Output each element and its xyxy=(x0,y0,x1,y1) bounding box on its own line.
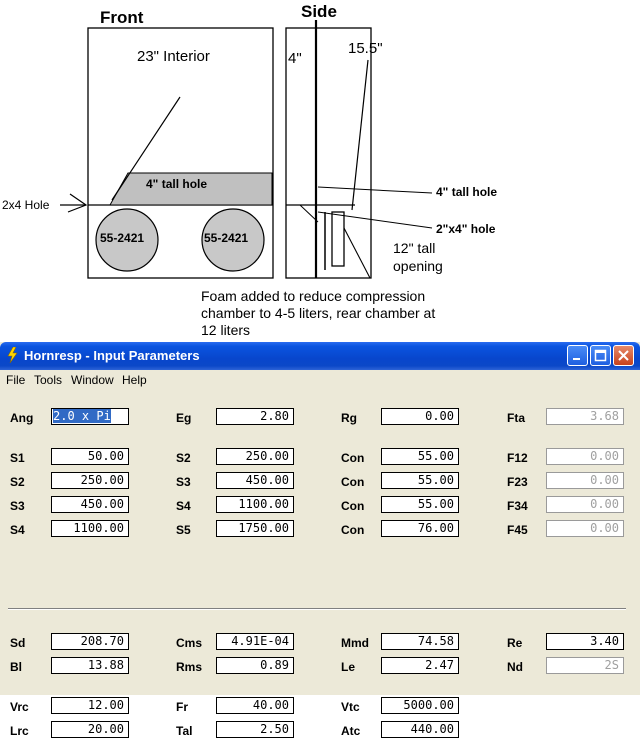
label-vrc: Vrc xyxy=(10,700,29,714)
side-tall-hole-label: 4" tall hole xyxy=(436,185,498,199)
menu-bar xyxy=(0,370,640,390)
label-bl: Bl xyxy=(10,660,22,674)
interior-label: 23" Interior xyxy=(137,48,210,65)
label-s2: S2 xyxy=(176,451,191,465)
field-mmd[interactable]: 74.58 xyxy=(381,633,459,650)
side-2x4-label: 2"x4" hole xyxy=(436,222,496,236)
field-cms[interactable]: 4.91E-04 xyxy=(216,633,294,650)
menu-window[interactable] xyxy=(71,373,114,387)
field-bl[interactable]: 13.88 xyxy=(51,657,129,674)
opening-label-line2: opening xyxy=(393,258,443,274)
title-bar[interactable] xyxy=(0,342,640,370)
side-dimension-label: 15.5" xyxy=(348,40,383,57)
label-s4: S4 xyxy=(176,499,191,513)
field-nd[interactable]: 2S xyxy=(546,657,624,674)
label-cms: Cms xyxy=(176,636,203,650)
menu-window-label: Window xyxy=(71,373,114,387)
field-con-2[interactable]: 55.00 xyxy=(381,472,459,489)
field-rms[interactable]: 0.89 xyxy=(216,657,294,674)
field-lrc[interactable]: 20.00 xyxy=(51,721,129,738)
menu-help-label: Help xyxy=(122,373,147,387)
field-fta[interactable]: 3.68 xyxy=(546,408,624,425)
label-fta: Fta xyxy=(507,411,525,425)
field-f12[interactable]: 0.00 xyxy=(546,448,624,465)
field-fr[interactable]: 40.00 xyxy=(216,697,294,714)
field-f23[interactable]: 0.00 xyxy=(546,472,624,489)
hole-2x4-label: 2x4 Hole xyxy=(2,198,50,212)
label-s1: S1 xyxy=(10,451,25,465)
label-s2-b: S2 xyxy=(10,475,25,489)
side-slope-line xyxy=(352,60,368,210)
close-button[interactable] xyxy=(613,345,634,366)
field-ang-value: 2.0 x Pi xyxy=(53,409,111,423)
field-ang[interactable] xyxy=(51,408,129,425)
menu-tools[interactable] xyxy=(34,373,62,387)
field-re[interactable]: 3.40 xyxy=(546,633,624,650)
field-s4-b[interactable]: 1100.00 xyxy=(51,520,129,537)
label-f23: F23 xyxy=(507,475,528,489)
menu-file[interactable] xyxy=(6,373,25,387)
label-s5: S5 xyxy=(176,523,191,537)
label-le: Le xyxy=(341,660,356,674)
label-atc: Atc xyxy=(341,724,361,738)
field-s3[interactable]: 450.00 xyxy=(216,472,294,489)
label-s3: S3 xyxy=(176,475,191,489)
side-hole-pointer xyxy=(318,187,432,193)
label-re: Re xyxy=(507,636,523,650)
field-s3-b[interactable]: 450.00 xyxy=(51,496,129,513)
section-divider xyxy=(8,608,626,610)
note-line1: Foam added to reduce compression xyxy=(201,288,426,304)
enclosure-sketch xyxy=(0,0,640,340)
label-con-4: Con xyxy=(341,523,365,537)
field-s2-b[interactable]: 250.00 xyxy=(51,472,129,489)
label-con-3: Con xyxy=(341,499,365,513)
label-fr: Fr xyxy=(176,700,188,714)
field-s2[interactable]: 250.00 xyxy=(216,448,294,465)
field-s4[interactable]: 1100.00 xyxy=(216,496,294,513)
label-rg: Rg xyxy=(341,411,357,425)
label-f12: F12 xyxy=(507,451,528,465)
app-icon xyxy=(5,347,19,363)
label-con-2: Con xyxy=(341,475,365,489)
four-inch-label: 4" xyxy=(288,50,302,67)
side-opening-rect xyxy=(332,212,344,266)
opening-label-line1: 12" tall xyxy=(393,240,436,256)
field-f34[interactable]: 0.00 xyxy=(546,496,624,513)
label-tal: Tal xyxy=(176,724,193,738)
tall-hole-label: 4" tall hole xyxy=(146,177,208,191)
front-label: Front xyxy=(100,8,144,27)
label-sd: Sd xyxy=(10,636,26,650)
menu-help[interactable] xyxy=(122,373,147,387)
label-ang: Ang xyxy=(10,411,34,425)
maximize-button[interactable] xyxy=(590,345,611,366)
label-f34: F34 xyxy=(507,499,528,513)
label-s3-b: S3 xyxy=(10,499,25,513)
label-vtc: Vtc xyxy=(341,700,360,714)
field-con-3[interactable]: 55.00 xyxy=(381,496,459,513)
menu-file-label: File xyxy=(6,373,26,387)
field-s5[interactable]: 1750.00 xyxy=(216,520,294,537)
input-parameters-panel xyxy=(0,390,640,738)
field-s1[interactable]: 50.00 xyxy=(51,448,129,465)
minimize-button[interactable] xyxy=(567,345,588,366)
label-eg: Eg xyxy=(176,411,192,425)
close-icon xyxy=(614,346,633,365)
field-vtc[interactable]: 5000.00 xyxy=(381,697,459,714)
field-f45[interactable]: 0.00 xyxy=(546,520,624,537)
field-sd[interactable]: 208.70 xyxy=(51,633,129,650)
field-con-4[interactable]: 76.00 xyxy=(381,520,459,537)
note-line2: chamber to 4-5 liters, rear chamber at xyxy=(201,305,436,321)
minimize-icon xyxy=(568,346,587,365)
side-2x4-pointer xyxy=(318,212,432,228)
label-nd: Nd xyxy=(507,660,523,674)
hornresp-window xyxy=(0,342,640,738)
field-rg[interactable]: 0.00 xyxy=(381,408,459,425)
field-tal[interactable]: 2.50 xyxy=(216,721,294,738)
side-lower-line xyxy=(344,228,370,278)
side-label: Side xyxy=(301,2,337,21)
driver-left-label: 55-2421 xyxy=(100,231,145,245)
label-rms: Rms xyxy=(176,660,203,674)
window-title: Hornresp - Input Parameters xyxy=(24,348,200,363)
label-lrc: Lrc xyxy=(10,724,29,738)
driver-right-label: 55-2421 xyxy=(204,231,249,245)
label-con-1: Con xyxy=(341,451,365,465)
hole-arrow-head xyxy=(68,194,86,212)
field-eg[interactable]: 2.80 xyxy=(216,408,294,425)
label-f45: F45 xyxy=(507,523,528,537)
note-line3: 12 liters xyxy=(201,322,251,338)
maximize-icon xyxy=(591,346,610,365)
field-con-1[interactable]: 55.00 xyxy=(381,448,459,465)
field-le[interactable]: 2.47 xyxy=(381,657,459,674)
label-mmd: Mmd xyxy=(341,636,369,650)
field-atc[interactable]: 440.00 xyxy=(381,721,459,738)
label-s4-b: S4 xyxy=(10,523,25,537)
field-vrc[interactable]: 12.00 xyxy=(51,697,129,714)
menu-tools-label: Tools xyxy=(34,373,63,387)
